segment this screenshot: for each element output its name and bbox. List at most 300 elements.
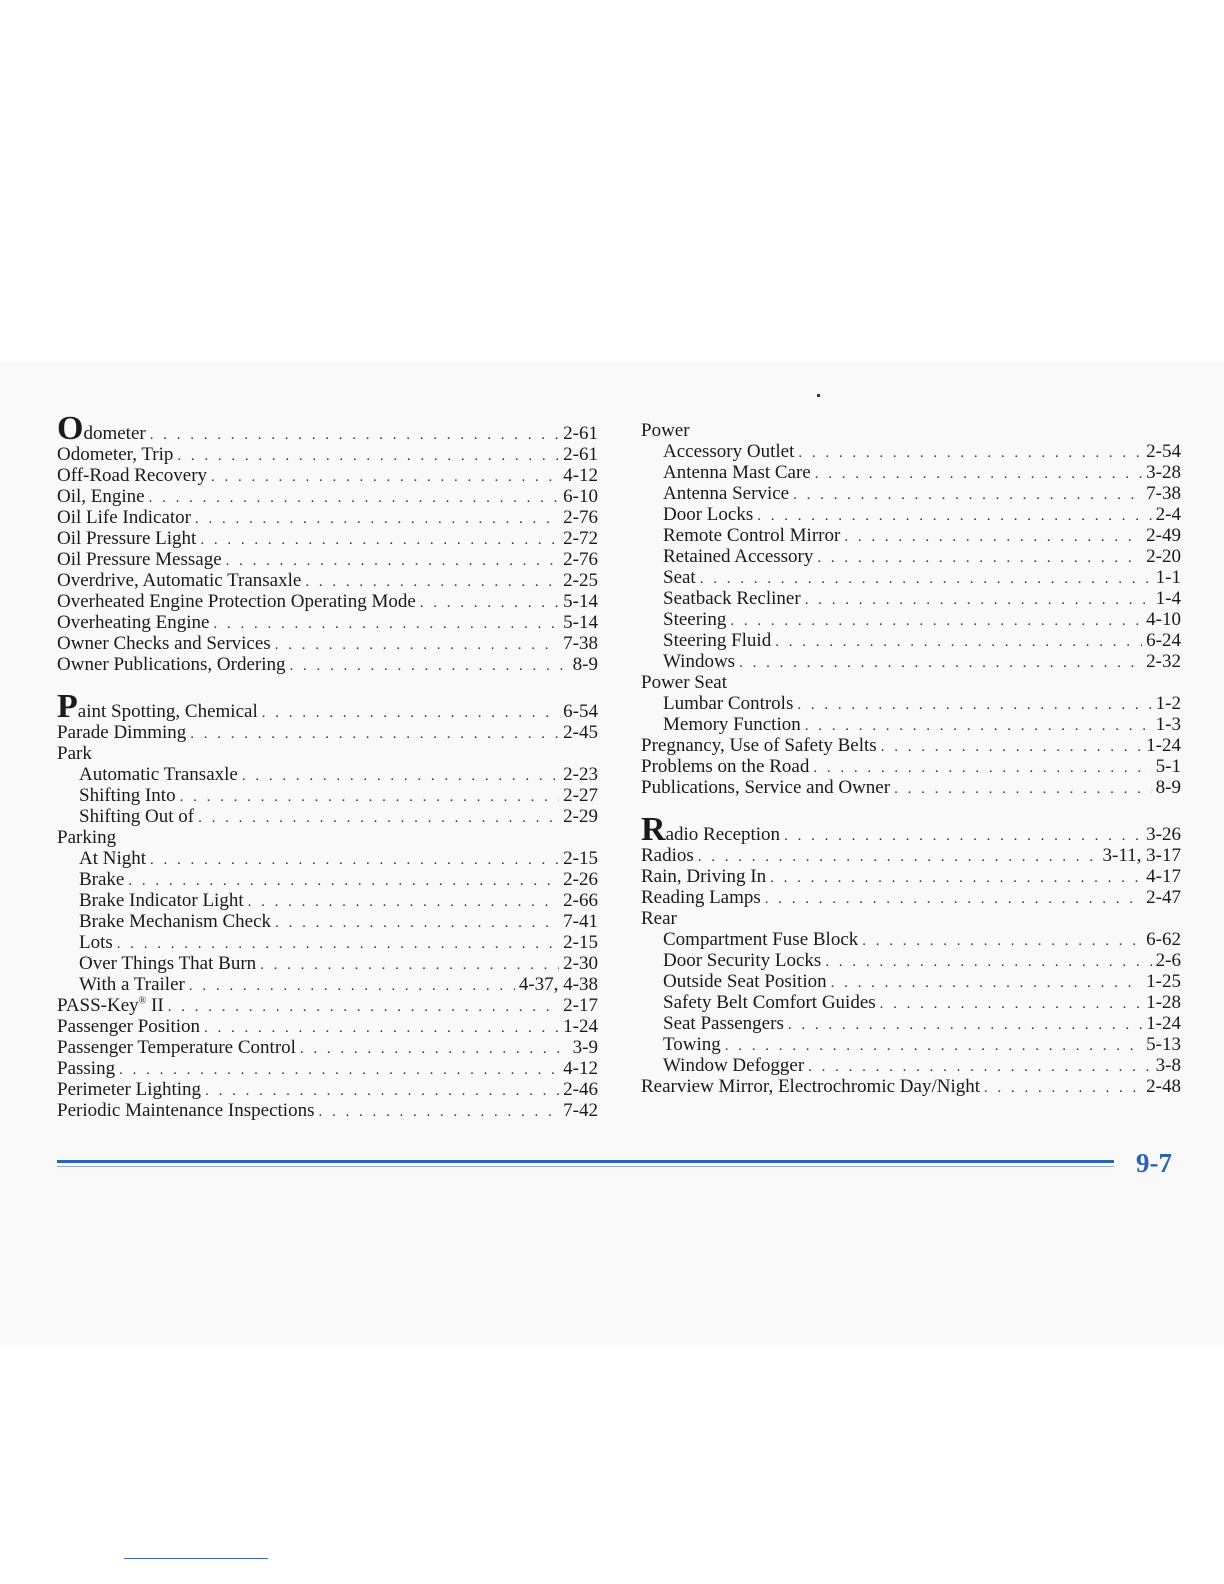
entry-title <box>663 651 735 672</box>
index-subentry <box>641 693 1181 714</box>
stray-dot <box>817 394 820 397</box>
page-reference: 2-15 <box>563 848 598 869</box>
dot-leader <box>817 548 1142 569</box>
page-reference: 2-6 <box>1155 950 1181 971</box>
index-entry <box>57 1079 598 1100</box>
dot-leader <box>198 808 559 829</box>
page-reference: 2-25 <box>563 570 598 591</box>
link-underline <box>124 1558 268 1559</box>
index-entry <box>641 735 1181 756</box>
page-reference: 7-42 <box>563 1100 598 1121</box>
dot-leader <box>730 611 1142 632</box>
index-heading: Power Seat <box>641 672 728 693</box>
entry-title <box>663 462 811 483</box>
page-reference: 4-10 <box>1146 609 1181 630</box>
entry-title <box>663 567 696 588</box>
index-entry <box>641 887 1181 908</box>
dot-leader <box>289 656 568 677</box>
dot-leader <box>831 973 1143 994</box>
entry-text: dometer <box>83 423 146 444</box>
index-subentry <box>57 848 598 869</box>
entry-title <box>663 929 858 950</box>
index-subentry <box>57 806 598 827</box>
dot-leader <box>797 695 1151 716</box>
dot-leader <box>318 1102 559 1123</box>
entry-title <box>663 1055 804 1076</box>
index-entry <box>57 549 598 570</box>
entry-text: Owner Checks and Services <box>57 633 271 654</box>
dot-leader <box>881 737 1142 758</box>
index-subentry <box>641 929 1181 950</box>
entry-title <box>663 1034 721 1055</box>
entry-text: Antenna Mast Care <box>663 462 811 483</box>
page-reference: 2-49 <box>1146 525 1181 546</box>
entry-title <box>57 570 301 591</box>
page-reference: 5-14 <box>563 612 598 633</box>
entry-title <box>641 845 694 866</box>
entry-text: Accessory Outlet <box>663 441 795 462</box>
index-subentry <box>57 974 598 995</box>
footer-rule <box>57 1160 1114 1163</box>
entry-title <box>663 588 801 609</box>
dot-leader <box>808 1057 1152 1078</box>
entry-text: Rearview Mirror, Electrochromic Day/Night <box>641 1076 981 1097</box>
dot-leader <box>894 779 1152 800</box>
entry-text: Shifting Out of <box>79 806 195 827</box>
entry-text: Safety Belt Comfort Guides <box>663 992 876 1013</box>
dot-leader <box>739 653 1142 674</box>
entry-title <box>57 444 173 465</box>
dot-leader <box>300 1039 569 1060</box>
entry-title <box>663 609 726 630</box>
entry-title <box>663 504 753 525</box>
dot-leader <box>765 889 1142 910</box>
entry-title <box>57 995 164 1016</box>
entry-title <box>57 1037 296 1058</box>
page-reference: 8-9 <box>572 654 598 675</box>
page-reference: 2-48 <box>1146 1076 1181 1097</box>
page-reference: 2-46 <box>563 1079 598 1100</box>
index-subentry <box>641 441 1181 462</box>
index-subentry <box>641 971 1181 992</box>
page-reference: 3-28 <box>1146 462 1181 483</box>
entry-title <box>57 549 222 570</box>
page-reference: 2-20 <box>1146 546 1181 567</box>
index-heading: Park <box>57 743 92 764</box>
entry-title <box>641 777 890 798</box>
page-reference: 2-47 <box>1146 887 1181 908</box>
entry-text: Over Things That Burn <box>79 953 257 974</box>
entry-text: adio Reception <box>665 824 781 845</box>
dot-leader <box>190 724 559 745</box>
index-heading: Power <box>641 420 690 441</box>
entry-title <box>663 693 793 714</box>
entry-text: Steering Fluid <box>663 630 772 651</box>
entry-title <box>663 950 821 971</box>
dot-leader <box>813 758 1151 779</box>
entry-text: Windows <box>663 651 736 672</box>
entry-text: Radios <box>641 845 694 866</box>
page-reference: 3-11, 3-17 <box>1102 845 1181 866</box>
entry-text: Periodic Maintenance Inspections <box>57 1100 315 1121</box>
index-entry <box>57 528 598 549</box>
index-subentry <box>57 764 598 785</box>
entry-title <box>79 932 113 953</box>
entry-title <box>79 806 194 827</box>
entry-text: Odometer, Trip <box>57 444 174 465</box>
page-reference: 2-15 <box>563 932 598 953</box>
index-subentry <box>641 1055 1181 1076</box>
index-subentry <box>641 462 1181 483</box>
section-gap <box>57 675 598 698</box>
index-entry <box>57 444 598 465</box>
page-reference: 2-61 <box>563 444 598 465</box>
dot-leader <box>177 446 559 467</box>
dot-leader <box>798 443 1142 464</box>
dot-leader <box>242 766 559 787</box>
index-entry <box>57 507 598 528</box>
page-reference: 7-41 <box>563 911 598 932</box>
page-reference: 2-61 <box>563 423 598 444</box>
entry-text: Door Locks <box>663 504 754 525</box>
dot-leader <box>700 569 1152 590</box>
entry-text: Passenger Temperature Control <box>57 1037 296 1058</box>
dot-leader <box>180 787 560 808</box>
entry-text: Retained Accessory <box>663 546 814 567</box>
page-reference: 2-76 <box>563 549 598 570</box>
index-entry <box>57 1037 598 1058</box>
index-entry <box>641 756 1181 777</box>
page-reference: 2-54 <box>1146 441 1181 462</box>
registered-mark: ® <box>138 995 147 1007</box>
entry-title <box>641 866 766 887</box>
entry-title <box>663 441 794 462</box>
dot-leader <box>984 1078 1142 1099</box>
index-entry <box>57 570 598 591</box>
entry-title <box>57 528 196 549</box>
entry-title <box>641 811 781 848</box>
index-subentry <box>57 869 598 890</box>
dot-leader <box>200 530 559 551</box>
index-heading: Parking <box>57 827 117 848</box>
page-reference: 1-28 <box>1146 992 1181 1013</box>
entry-title <box>57 507 191 528</box>
index-entry <box>57 465 598 486</box>
index-subentry <box>641 1013 1181 1034</box>
entry-text: Reading Lamps <box>641 887 761 908</box>
index-subentry <box>641 714 1181 735</box>
index-subentry <box>641 567 1181 588</box>
index-column-left <box>57 410 598 1121</box>
entry-text: Shifting Into <box>79 785 176 806</box>
entry-text: Oil Pressure Light <box>57 528 197 549</box>
index-subentry <box>641 1034 1181 1055</box>
index-subentry <box>57 932 598 953</box>
dot-leader <box>248 892 560 913</box>
index-entry <box>57 688 598 725</box>
entry-text: Parade Dimming <box>57 722 187 743</box>
entry-text: Pregnancy, Use of Safety Belts <box>641 735 877 756</box>
dot-leader <box>698 847 1099 868</box>
entry-text: Seatback Recliner <box>663 588 801 609</box>
entry-text: Oil Life Indicator <box>57 507 192 528</box>
page-reference: 5-13 <box>1146 1034 1181 1055</box>
page-reference: 1-1 <box>1155 567 1181 588</box>
page-reference: 6-54 <box>563 701 598 722</box>
entry-text: Oil Pressure Message <box>57 549 222 570</box>
entry-text: Automatic Transaxle <box>79 764 238 785</box>
entry-title <box>663 483 789 504</box>
dot-leader <box>793 485 1142 506</box>
drop-cap-letter: P <box>57 688 78 725</box>
page-reference: 3-9 <box>572 1037 598 1058</box>
entry-title <box>79 890 244 911</box>
drop-cap-letter: O <box>57 410 84 447</box>
entry-title <box>57 1058 115 1079</box>
entry-text: Publications, Service and Owner <box>641 777 891 798</box>
entry-title <box>663 971 827 992</box>
index-entry <box>641 845 1181 866</box>
entry-text: PASS-Key <box>57 995 139 1016</box>
entry-text: Compartment Fuse Block <box>663 929 859 950</box>
entry-text: Window Defogger <box>663 1055 805 1076</box>
page-reference: 2-4 <box>1155 504 1181 525</box>
entry-title <box>79 974 185 995</box>
page-reference: 5-1 <box>1155 756 1181 777</box>
entry-title <box>57 1016 200 1037</box>
dot-leader <box>213 614 559 635</box>
dot-leader <box>260 955 559 976</box>
index-entry <box>57 722 598 743</box>
index-subentry <box>57 911 598 932</box>
dot-leader <box>844 527 1142 548</box>
dot-leader <box>150 423 559 447</box>
page-reference: 4-37, 4-38 <box>518 974 598 995</box>
index-subentry <box>641 504 1181 525</box>
page-number: 9-7 <box>1136 1148 1172 1178</box>
index-entry <box>57 612 598 633</box>
page-reference: 1-4 <box>1155 588 1181 609</box>
section-gap <box>641 798 1181 821</box>
entry-title <box>663 546 813 567</box>
entry-title <box>57 486 145 507</box>
entry-text: Brake Mechanism Check <box>79 911 272 932</box>
index-subentry <box>641 651 1181 672</box>
index-entry <box>641 811 1181 848</box>
index-entry <box>57 591 598 612</box>
dot-leader <box>168 997 559 1018</box>
page-reference: 2-30 <box>563 953 598 974</box>
index-subentry <box>641 950 1181 971</box>
page-reference: 1-3 <box>1155 714 1181 735</box>
entry-text: Seat Passengers <box>663 1013 784 1034</box>
dot-leader <box>150 850 559 871</box>
dot-leader <box>189 976 515 997</box>
entry-text: Door Security Locks <box>663 950 822 971</box>
index-subentry <box>641 546 1181 567</box>
page-reference: 4-17 <box>1146 866 1181 887</box>
page-reference: 7-38 <box>563 633 598 654</box>
dot-leader <box>195 509 559 530</box>
index-entry <box>57 410 598 447</box>
dot-leader <box>275 913 559 934</box>
page-reference: 8-9 <box>1155 777 1181 798</box>
index-heading: Rear <box>641 908 677 929</box>
dot-leader <box>725 1036 1142 1057</box>
index-column-right <box>641 420 1181 1097</box>
entry-title <box>57 612 209 633</box>
entry-text: Passing <box>57 1058 116 1079</box>
dot-leader <box>128 871 559 892</box>
page-reference: 6-24 <box>1146 630 1181 651</box>
entry-text: Owner Publications, Ordering <box>57 654 286 675</box>
dot-leader <box>770 868 1142 889</box>
dot-leader <box>757 506 1151 527</box>
entry-title <box>663 714 801 735</box>
entry-title <box>663 1013 784 1034</box>
entry-text: Antenna Service <box>663 483 790 504</box>
index-subentry <box>641 483 1181 504</box>
index-subentry <box>641 992 1181 1013</box>
index-entry <box>641 866 1181 887</box>
page-reference: 6-10 <box>563 486 598 507</box>
entry-text: Rain, Driving In <box>641 866 767 887</box>
index-entry <box>57 1016 598 1037</box>
entry-title <box>641 735 877 756</box>
page-reference: 2-66 <box>563 890 598 911</box>
index-subentry <box>641 630 1181 651</box>
entry-text: Overheated Engine Protection Operating Mode <box>57 591 416 612</box>
footer-rule-thin <box>57 1166 1114 1167</box>
entry-title <box>79 953 256 974</box>
dot-leader <box>226 551 560 572</box>
index-entry <box>57 654 598 675</box>
index-subentry <box>57 785 598 806</box>
entry-title <box>663 630 771 651</box>
entry-text: Towing <box>663 1034 721 1055</box>
dot-leader <box>117 934 559 955</box>
page-reference: 1-25 <box>1146 971 1181 992</box>
entry-title <box>57 410 146 447</box>
entry-title <box>79 848 146 869</box>
entry-text: aint Spotting, Chemical <box>77 701 258 722</box>
entry-text: Off-Road Recovery <box>57 465 208 486</box>
entry-title <box>79 911 271 932</box>
page-reference: 6-62 <box>1146 929 1181 950</box>
page-reference: 5-14 <box>563 591 598 612</box>
dot-leader <box>205 1081 559 1102</box>
entry-text: With a Trailer <box>79 974 185 995</box>
dot-leader <box>275 635 559 656</box>
page-reference: 2-32 <box>1146 651 1181 672</box>
entry-title <box>641 887 761 908</box>
page-reference: 1-24 <box>1146 735 1181 756</box>
entry-title <box>57 465 207 486</box>
page-reference: 2-17 <box>563 995 598 1016</box>
index-entry <box>57 633 598 654</box>
page-reference: 2-26 <box>563 869 598 890</box>
entry-text: Brake <box>79 869 125 890</box>
page-reference: 2-23 <box>563 764 598 785</box>
page-reference: 1-24 <box>563 1016 598 1037</box>
entry-title <box>641 756 809 777</box>
dot-leader <box>805 716 1152 737</box>
entry-title <box>57 633 271 654</box>
index-entry <box>57 1058 598 1079</box>
dot-leader <box>880 994 1143 1015</box>
entry-title <box>79 764 238 785</box>
entry-text: Passenger Position <box>57 1016 201 1037</box>
page-reference: 4-12 <box>563 465 598 486</box>
entry-text: Steering <box>663 609 727 630</box>
index-subentry <box>57 953 598 974</box>
entry-text: Remote Control Mirror <box>663 525 841 546</box>
entry-title <box>57 722 186 743</box>
index-subentry <box>641 609 1181 630</box>
page-reference: 7-38 <box>1146 483 1181 504</box>
entry-text: Lumbar Controls <box>663 693 794 714</box>
entry-title <box>57 1079 201 1100</box>
dot-leader <box>805 590 1152 611</box>
entry-text-suffix: II <box>146 995 164 1016</box>
entry-title <box>57 688 258 725</box>
entry-title <box>663 525 840 546</box>
page-reference: 4-12 <box>563 1058 598 1079</box>
dot-leader <box>775 632 1142 653</box>
dot-leader <box>788 1015 1142 1036</box>
entry-text: Lots <box>79 932 113 953</box>
page-reference: 2-27 <box>563 785 598 806</box>
dot-leader <box>149 488 560 509</box>
dot-leader <box>305 572 559 593</box>
page-reference: 2-45 <box>563 722 598 743</box>
entry-title <box>79 869 124 890</box>
entry-title <box>57 654 285 675</box>
entry-text: Overheating Engine <box>57 612 210 633</box>
index-entry <box>641 777 1181 798</box>
index-entry <box>57 486 598 507</box>
dot-leader <box>784 824 1142 848</box>
entry-text: Perimeter Lighting <box>57 1079 202 1100</box>
entry-text: Oil, Engine <box>57 486 145 507</box>
entry-text: Brake Indicator Light <box>79 890 244 911</box>
page-reference: 2-29 <box>563 806 598 827</box>
index-entry <box>57 1100 598 1121</box>
index-subentry <box>641 588 1181 609</box>
entry-text: Outside Seat Position <box>663 971 827 992</box>
entry-title <box>641 1076 980 1097</box>
entry-title <box>663 992 876 1013</box>
dot-leader <box>862 931 1142 952</box>
entry-text: Seat <box>663 567 696 588</box>
dot-leader <box>262 701 559 725</box>
index-subentry <box>641 525 1181 546</box>
entry-title <box>79 785 176 806</box>
entry-text: Memory Function <box>663 714 801 735</box>
page-reference: 1-24 <box>1146 1013 1181 1034</box>
dot-leader <box>211 467 559 488</box>
dot-leader <box>815 464 1142 485</box>
index-entry <box>641 1076 1181 1097</box>
dot-leader <box>420 593 559 614</box>
page-reference: 3-26 <box>1146 824 1181 845</box>
entry-text: At Night <box>79 848 147 869</box>
entry-text: Problems on the Road <box>641 756 810 777</box>
page-reference: 2-72 <box>563 528 598 549</box>
dot-leader <box>119 1060 559 1081</box>
index-entry <box>57 995 598 1016</box>
page-reference: 2-76 <box>563 507 598 528</box>
